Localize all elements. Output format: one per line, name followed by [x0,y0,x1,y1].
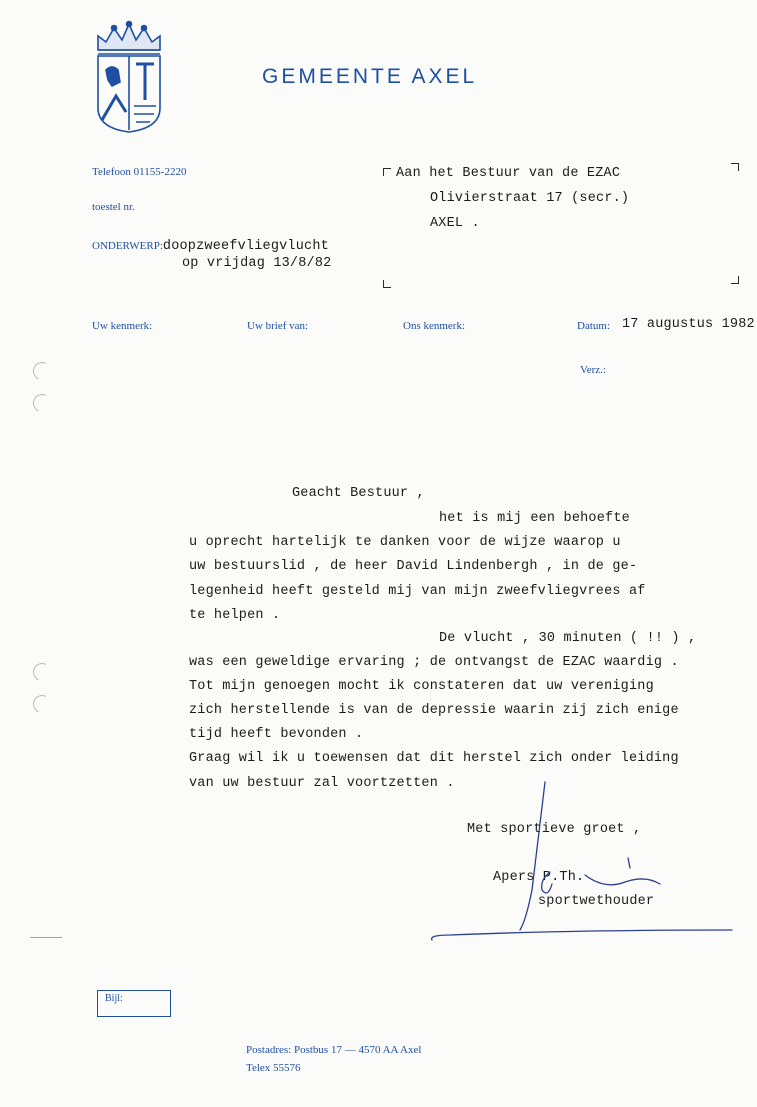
date-label: Datum: [577,320,610,332]
our-ref-label: Ons kenmerk: [403,320,466,332]
coat-of-arms-icon [90,20,168,135]
telex: Telex 55576 [246,1062,301,1074]
body-line: te helpen . [189,608,281,623]
salutation: Geacht Bestuur , [292,486,425,501]
attachments-label: Bijl: [105,993,123,1004]
your-letter-label: Uw brief van: [247,320,309,332]
sent-label: Verz.: [580,364,606,376]
fold-mark [30,937,62,938]
punch-hole-3 [30,660,53,683]
addressee-line-2: Olivierstraat 17 (secr.) [430,191,630,206]
body-line: legenheid heeft gesteld mij van mijn zweefvliegvrees af [189,584,646,599]
signatory-name: Apers P.Th. [493,870,585,885]
addressee-line-1: Aan het Bestuur van de EZAC [396,166,621,181]
body-line: Tot mijn genoegen mocht ik constateren dat uw vereniging [189,679,654,694]
date-value: 17 augustus 1982 [622,317,755,332]
subject-label: ONDERWERP: [92,240,163,252]
body-line: u oprecht hartelijk te danken voor de wijze waarop u [189,535,621,550]
address-window-corner-bl [383,280,391,288]
body-line: uw bestuurslid , de heer David Lindenbergh , in de ge- [189,559,638,574]
body-line: zich herstellende is van de depressie waarin zij zich enige [189,703,679,718]
punch-hole-4 [30,692,53,715]
handwritten-signature [420,780,740,950]
punch-hole-1 [30,359,53,382]
punch-hole-2 [30,391,53,414]
subject-line-2: op vrijdag 13/8/82 [182,256,332,271]
your-ref-label: Uw kenmerk: [92,320,153,332]
body-line: was een geweldige ervaring ; de ontvangst de EZAC waardig . [189,655,679,670]
body-line: het is mij een behoefte [439,511,630,526]
subject-block [92,236,329,254]
address-window-corner-br [731,276,739,284]
phone-label: Telefoon 01155-2220 [92,166,187,178]
body-line: tijd heeft bevonden . [189,727,364,742]
municipality-title: GEMEENTE AXEL [262,65,478,88]
subject-line-1: doopzweefvliegvlucht [162,239,329,254]
extension-label: toestel nr. [92,201,135,213]
closing: Met sportieve groet , [467,822,642,837]
address-window-corner-tl [383,168,391,176]
body-line: Graag wil ik u toewensen dat dit herstel zich onder leiding [189,751,679,766]
body-line: De vlucht , 30 minuten ( !! ) , [439,631,697,646]
postal-address: Postadres: Postbus 17 — 4570 AA Axel [246,1044,422,1056]
signatory-role: sportwethouder [538,894,655,909]
body-line: van uw bestuur zal voortzetten . [189,776,455,791]
address-window-corner-tr [731,163,739,171]
addressee-line-3: AXEL . [430,216,480,231]
